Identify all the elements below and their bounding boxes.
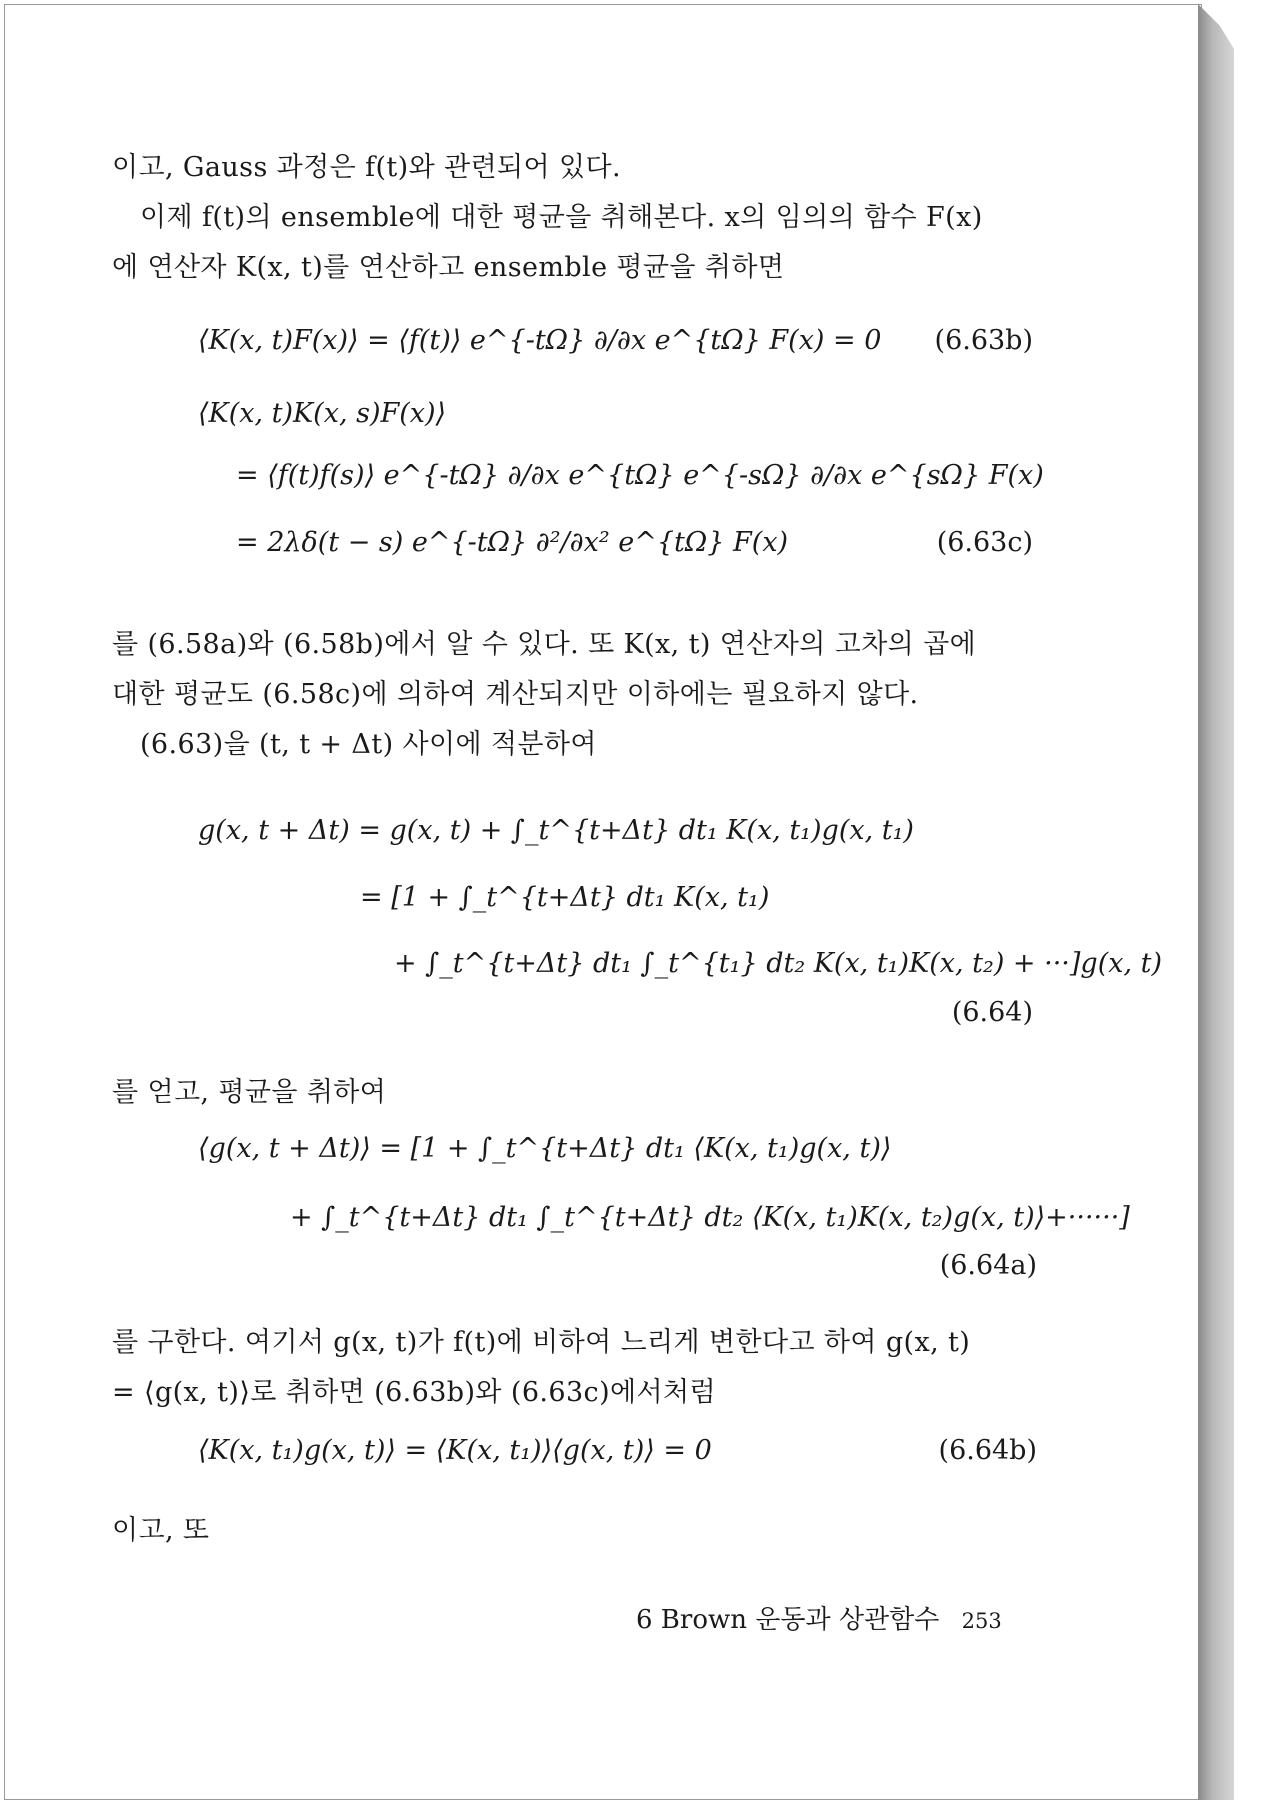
text-line-8: 를 구한다. 여기서 g(x, t)가 f(t)에 비하여 느리게 변한다고 하여 g(x, t) bbox=[112, 1327, 971, 1358]
equation-number: (6.64b) bbox=[938, 1435, 1037, 1466]
equation-line: ⟨g(x, t + Δt)⟩ = [1 + ∫_t^{t+Δt} dt₁ ⟨K(x, t₁)g(x, t)⟩ bbox=[198, 1133, 892, 1164]
equation-line: ⟨K(x, t)K(x, s)F(x)⟩ bbox=[198, 398, 447, 429]
equation-6-63b: ⟨K(x, t)F(x)⟩ = ⟨f(t)⟩ e^{-tΩ} ∂/∂x e^{tΩ} F(x) = 0 bbox=[198, 325, 882, 356]
page-footer bbox=[636, 1599, 1002, 1636]
text-line-9: = ⟨g(x, t)⟩로 취하면 (6.63b)와 (6.63c)에서처럼 bbox=[112, 1377, 716, 1408]
equation-number: (6.64a) bbox=[939, 1250, 1037, 1281]
page-number: 253 bbox=[961, 1609, 1002, 1633]
text-line-5: 대한 평균도 (6.58c)에 의하여 계산되지만 이하에는 필요하지 않다. bbox=[112, 679, 919, 710]
equation-6-64a: + ∫_t^{t+Δt} dt₁ ∫_t^{t+Δt} dt₂ ⟨K(x, t₁)K(x, t₂)g(x, t)⟩+······] bbox=[290, 1202, 1130, 1233]
text-line-7: 를 얻고, 평균을 취하여 bbox=[112, 1077, 387, 1108]
equation-6-63c: = 2λδ(t − s) e^{-tΩ} ∂²/∂x² e^{tΩ} F(x) bbox=[236, 527, 789, 558]
text-line-4: 를 (6.58a)와 (6.58b)에서 알 수 있다. 또 K(x, t) 연산자의 고차의 곱에 bbox=[112, 629, 977, 660]
equation-line: = ⟨f(t)f(s)⟩ e^{-tΩ} ∂/∂x e^{tΩ} e^{-sΩ} ∂/∂x e^{sΩ} F(x) bbox=[236, 460, 1044, 491]
equation-line: g(x, t + Δt) = g(x, t) + ∫_t^{t+Δt} dt₁ K(x, t₁)g(x, t₁) bbox=[198, 815, 914, 846]
text-line-3: 에 연산자 K(x, t)를 연산하고 ensemble 평균을 취하면 bbox=[112, 252, 785, 283]
equation-number: (6.63c) bbox=[936, 527, 1033, 558]
equation-line: = [1 + ∫_t^{t+Δt} dt₁ K(x, t₁) bbox=[360, 882, 770, 913]
text-line-6: (6.63)을 (t, t + Δt) 사이에 적분하여 bbox=[140, 729, 597, 760]
equation-number: (6.63b) bbox=[934, 325, 1033, 356]
text-line-2: 이제 f(t)의 ensemble에 대한 평균을 취해본다. x의 임의의 함수 F(x) bbox=[140, 202, 983, 233]
equation-6-64: + ∫_t^{t+Δt} dt₁ ∫_t^{t₁} dt₂ K(x, t₁)K(x, t₂) + ···]g(x, t) bbox=[394, 948, 1163, 979]
page-edge-shadow bbox=[1198, 4, 1234, 1800]
text-line-1: 이고, Gauss 과정은 f(t)와 관련되어 있다. bbox=[112, 152, 621, 183]
equation-number: (6.64) bbox=[951, 997, 1033, 1028]
equation-6-64b: ⟨K(x, t₁)g(x, t)⟩ = ⟨K(x, t₁)⟩⟨g(x, t)⟩ = 0 bbox=[198, 1435, 712, 1466]
running-head: 6 Brown 운동과 상관함수 bbox=[636, 1605, 940, 1635]
text-line-10: 이고, 또 bbox=[112, 1515, 210, 1546]
